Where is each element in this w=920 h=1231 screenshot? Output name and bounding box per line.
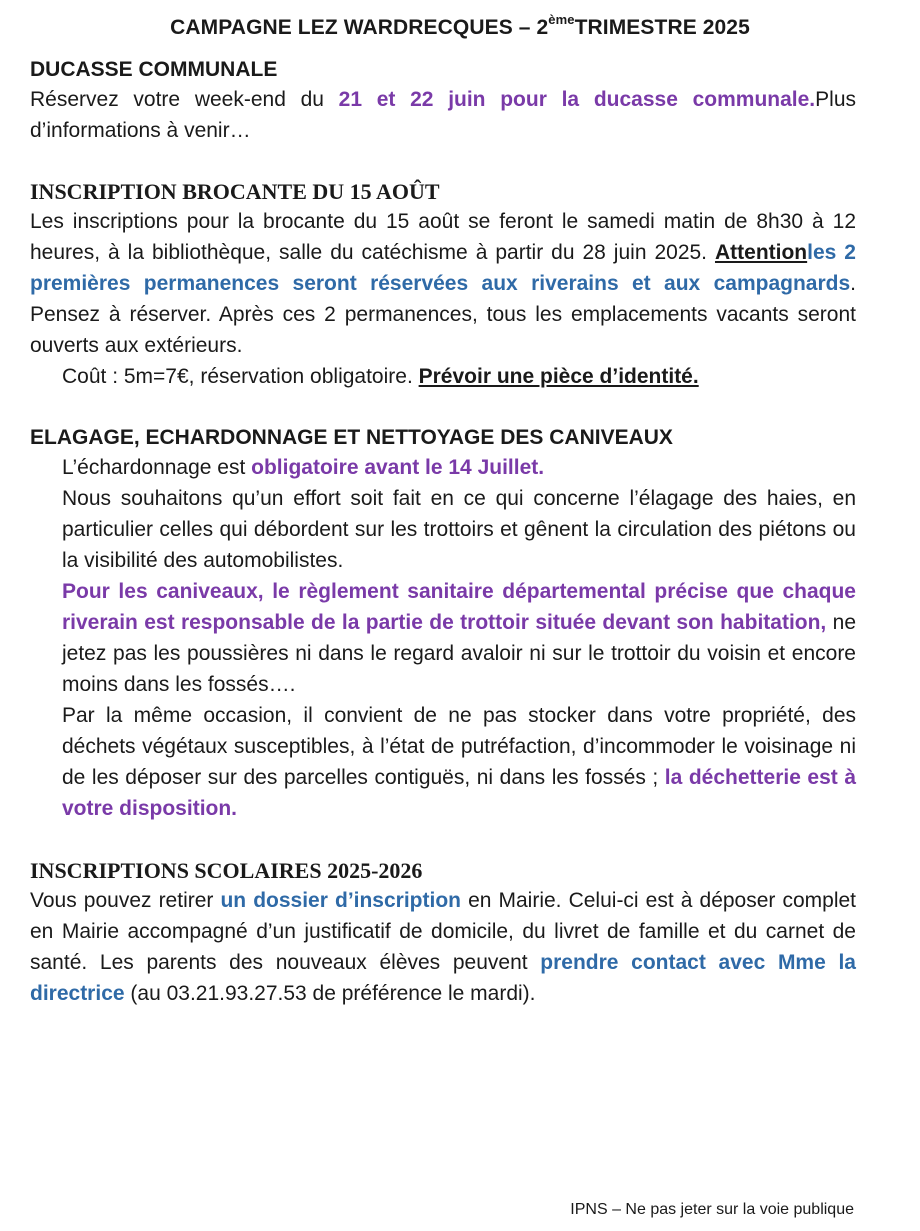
elagage-paragraph-4 — [30, 700, 856, 824]
brocante-highlight: les 2 premières permanences seront réservées aux riverains et aux campagnards — [30, 241, 856, 295]
section-heading-brocante: INSCRIPTION BROCANTE DU 15 AOÛT — [30, 179, 440, 204]
elagage-paragraph-3 — [30, 576, 856, 700]
section-heading-elagage: ELAGAGE, ECHARDONNAGE ET NETTOYAGE DES CANIVEAUX — [30, 426, 673, 449]
section-elagage — [30, 424, 856, 824]
scolaire-text-1: Vous pouvez retirer — [30, 889, 221, 912]
brocante-id-requirement: Prévoir une pièce d’identité. — [418, 365, 699, 388]
elagage-p4-highlight: la déchetterie est à votre disposition. — [62, 766, 857, 820]
brocante-text-2: . Pensez à réserver. Après ces 2 permanences, tous les emplacements vacants seront ouverts aux extérieurs. — [30, 272, 856, 357]
section-heading-ducasse: DUCASSE COMMUNALE — [30, 58, 278, 81]
ducasse-highlight: 21 et 22 juin pour la ducasse communale. — [338, 88, 816, 111]
elagage-p4-text: Par la même occasion, il convient de ne pas stocker dans votre propriété, des déchets végétaux susceptibles, à l’état de putréfaction, d’incommoder le voisinage ni de les déposer sur des parcelles contiguës, ni dans les fossés ; — [62, 704, 856, 789]
elagage-p3-highlight: Pour les caniveaux, le règlement sanitaire départemental précise que chaque riverain est responsable de la partie de trottoir située devant son habitation, — [62, 580, 856, 634]
scolaire-text-2: en Mairie. Celui-ci est à déposer complet en Mairie accompagné d’un justificatif de domicile, du livret de famille et du carnet de santé. Les parents des nouveaux élèves peuvent — [30, 889, 857, 974]
brocante-paragraph — [30, 206, 856, 361]
brocante-text-1: Les inscriptions pour la brocante du 15 août se feront le samedi matin de 8h30 à 12 heures, à la bibliothèque, salle du catéchisme à partir du 28 juin 2025. — [30, 210, 856, 264]
footer-ipns: IPNS – Ne pas jeter sur la voie publique — [570, 1201, 854, 1218]
scolaire-highlight-1: un dossier d’inscription — [220, 889, 461, 912]
elagage-paragraph-1 — [30, 452, 856, 483]
elagage-p1-highlight: obligatoire avant le 14 Juillet. — [251, 456, 545, 479]
brocante-attention: Attention — [714, 241, 808, 264]
elagage-paragraph-2: Nous souhaitons qu’un effort soit fait en ce qui concerne l’élagage des haies, en particulier celles qui débordent sur les trottoirs et gênent la circulation des piétons ou la visibilité des automobilistes. — [62, 487, 856, 572]
elagage-p3-text: ne jetez pas les poussières ni dans le regard avaloir ni sur le trottoir du voisin et encore moins dans les fossés…. — [62, 611, 856, 696]
ducasse-text-1: Réservez votre week-end du — [30, 88, 339, 111]
section-scolaire — [30, 857, 856, 1009]
title-superscript: ème — [548, 12, 575, 27]
title-prefix: CAMPAGNE LEZ WARDRECQUES – 2 — [170, 16, 549, 39]
ducasse-paragraph — [30, 84, 856, 146]
scolaire-text-3: (au 03.21.93.27.53 de préférence le mardi). — [124, 982, 536, 1005]
scolaire-paragraph — [30, 885, 856, 1009]
section-heading-scolaire: INSCRIPTIONS SCOLAIRES 2025-2026 — [30, 858, 423, 883]
ducasse-text-2: Plus d’informations à venir… — [30, 88, 856, 142]
brocante-cost-paragraph — [30, 361, 856, 392]
section-brocante — [30, 178, 856, 392]
elagage-p1-text: L’échardonnage est — [62, 456, 252, 479]
title-suffix: TRIMESTRE 2025 — [574, 16, 750, 39]
scolaire-highlight-2: prendre contact avec Mme la directrice — [30, 951, 856, 1005]
document-title — [30, 0, 856, 40]
brocante-cost: Coût : 5m=7€, réservation obligatoire. — [62, 365, 419, 388]
section-ducasse — [30, 56, 856, 146]
